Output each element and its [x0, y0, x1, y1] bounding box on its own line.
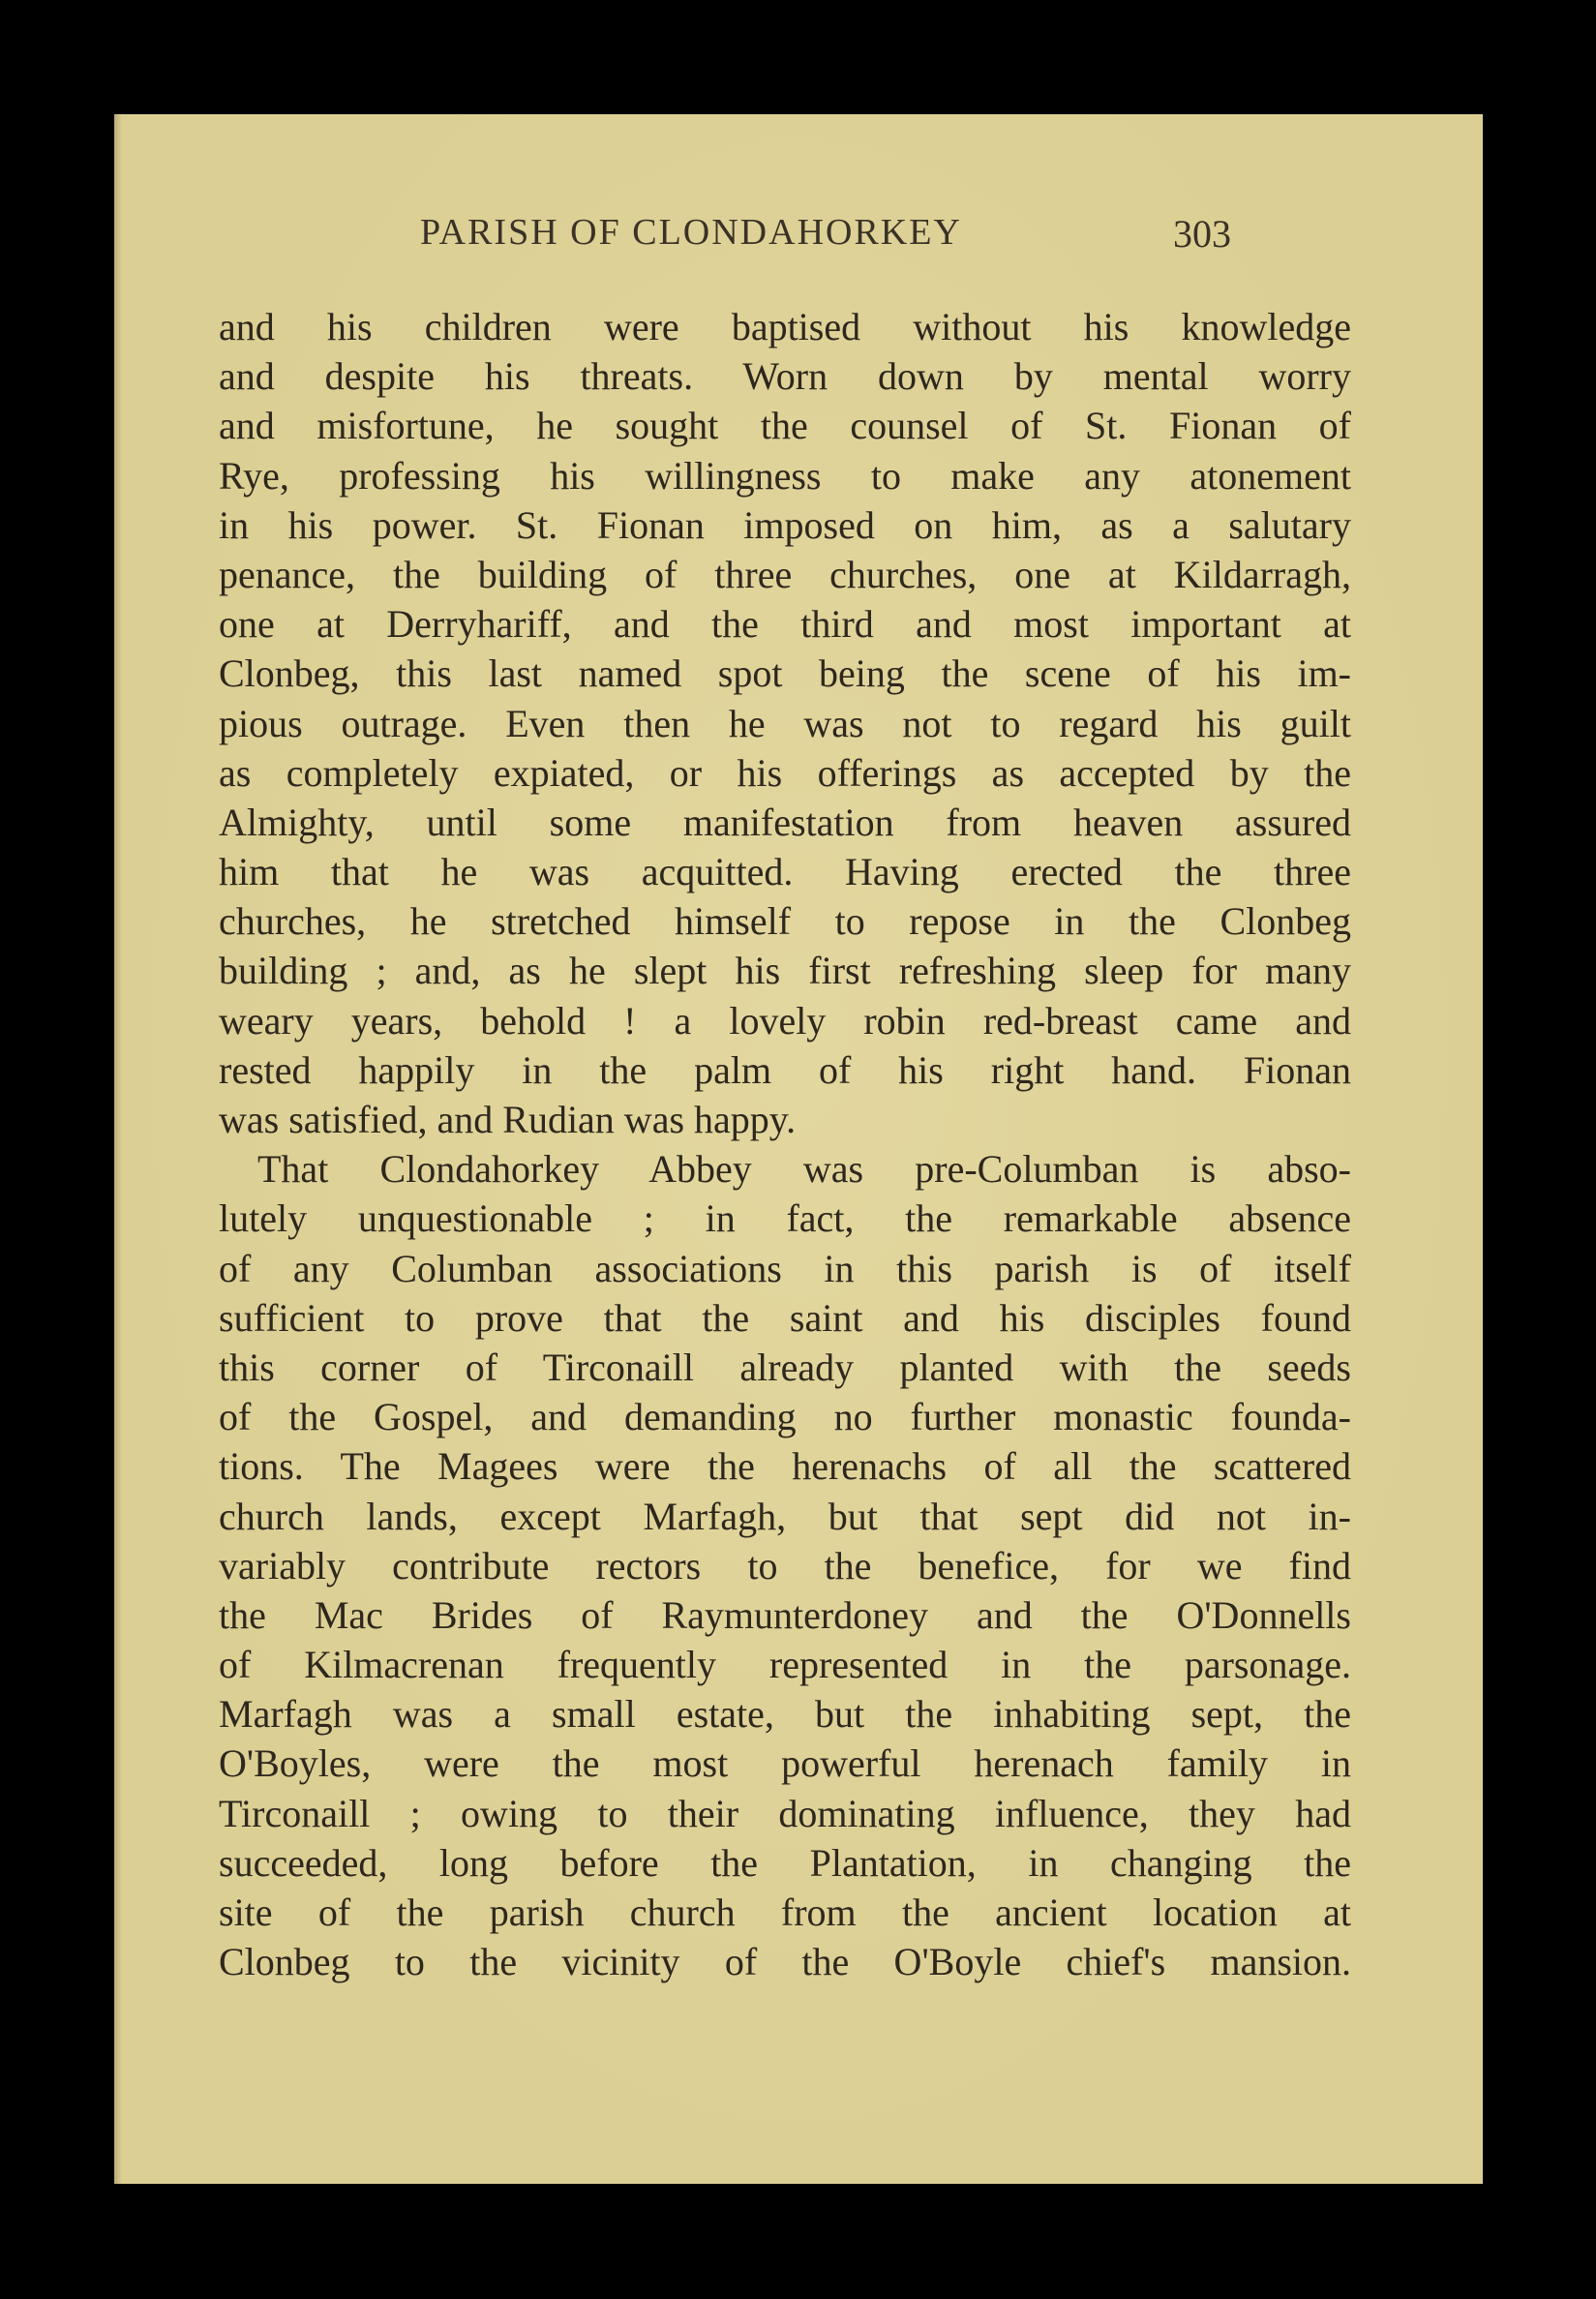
text-line: of any Columban associations in this parish is of itself — [219, 1246, 1351, 1290]
text-line: this corner of Tirconaill already planted with the seeds — [219, 1345, 1351, 1389]
text-line: tions. The Magees were the herenachs of all the scattered — [219, 1444, 1351, 1489]
book-page — [114, 114, 1483, 2184]
text-line: and misfortune, he sought the counsel of St. Fionan of — [219, 404, 1351, 448]
text-line: lutely unquestionable ; in fact, the remarkable absence — [219, 1196, 1351, 1241]
text-line: site of the parish church from the ancient location at — [219, 1891, 1351, 1934]
text-line: and despite his threats. Worn down by mental worry — [219, 354, 1351, 399]
text-line: in his power. St. Fionan imposed on him, as a salutary — [219, 502, 1351, 547]
body-text — [219, 302, 1351, 1986]
text-line: variably contribute rectors to the benefice, for we find — [219, 1543, 1351, 1588]
text-line: Rye, professing his willingness to make any atonement — [219, 453, 1351, 498]
text-line: sufficient to prove that the saint and his disciples found — [219, 1295, 1351, 1340]
text-line: pious outrage. Even then he was not to regard his guilt — [219, 701, 1351, 745]
text-line: him that he was acquitted. Having erected the three — [219, 850, 1351, 894]
paragraph-end-line: was satisfied, and Rudian was happy. — [219, 1098, 797, 1141]
paragraph-start-line: That Clondahorkey Abbey was pre-Columban is abso- — [257, 1147, 1351, 1192]
page-number: 303 — [1173, 212, 1231, 256]
text-line: of the Gospel, and demanding no further monastic founda- — [219, 1395, 1351, 1439]
text-line: and his children were baptised without his knowledge — [219, 305, 1351, 348]
text-line: building ; and, as he slept his first refreshing sleep for many — [219, 949, 1351, 993]
text-line: as completely expiated, or his offerings as accepted by the — [219, 750, 1351, 795]
text-line: penance, the building of three churches, one at Kildarragh, — [219, 552, 1351, 596]
running-header — [114, 211, 1483, 269]
text-line: O'Boyles, were the most powerful herenach family in — [219, 1741, 1351, 1786]
running-title: PARISH OF CLONDAHORKEY — [420, 212, 962, 253]
text-line: of Kilmacrenan frequently represented in the parsonage. — [219, 1643, 1351, 1687]
text-line: Clonbeg, this last named spot being the scene of his im- — [219, 651, 1351, 696]
text-line: the Mac Brides of Raymunterdoney and the O'Donnells — [219, 1592, 1351, 1637]
text-line: Tirconaill ; owing to their dominating influence, they had — [219, 1791, 1351, 1835]
text-line: Marfagh was a small estate, but the inhabiting sept, the — [219, 1692, 1351, 1737]
text-line: church lands, except Marfagh, but that sept did not in- — [219, 1494, 1351, 1538]
text-line: succeeded, long before the Plantation, in changing the — [219, 1840, 1351, 1885]
text-line: one at Derryhariff, and the third and most important at — [219, 602, 1351, 647]
text-line: Clonbeg to the vicinity of the O'Boyle chief's mansion. — [219, 1940, 1351, 1984]
text-line: churches, he stretched himself to repose in the Clonbeg — [219, 899, 1351, 944]
text-line: Almighty, until some manifestation from heaven assured — [219, 800, 1351, 844]
text-line: weary years, behold ! a lovely robin red-breast came and — [219, 998, 1351, 1043]
text-line: rested happily in the palm of his right hand. Fionan — [219, 1047, 1351, 1092]
page-gutter-shadow — [114, 114, 122, 2184]
